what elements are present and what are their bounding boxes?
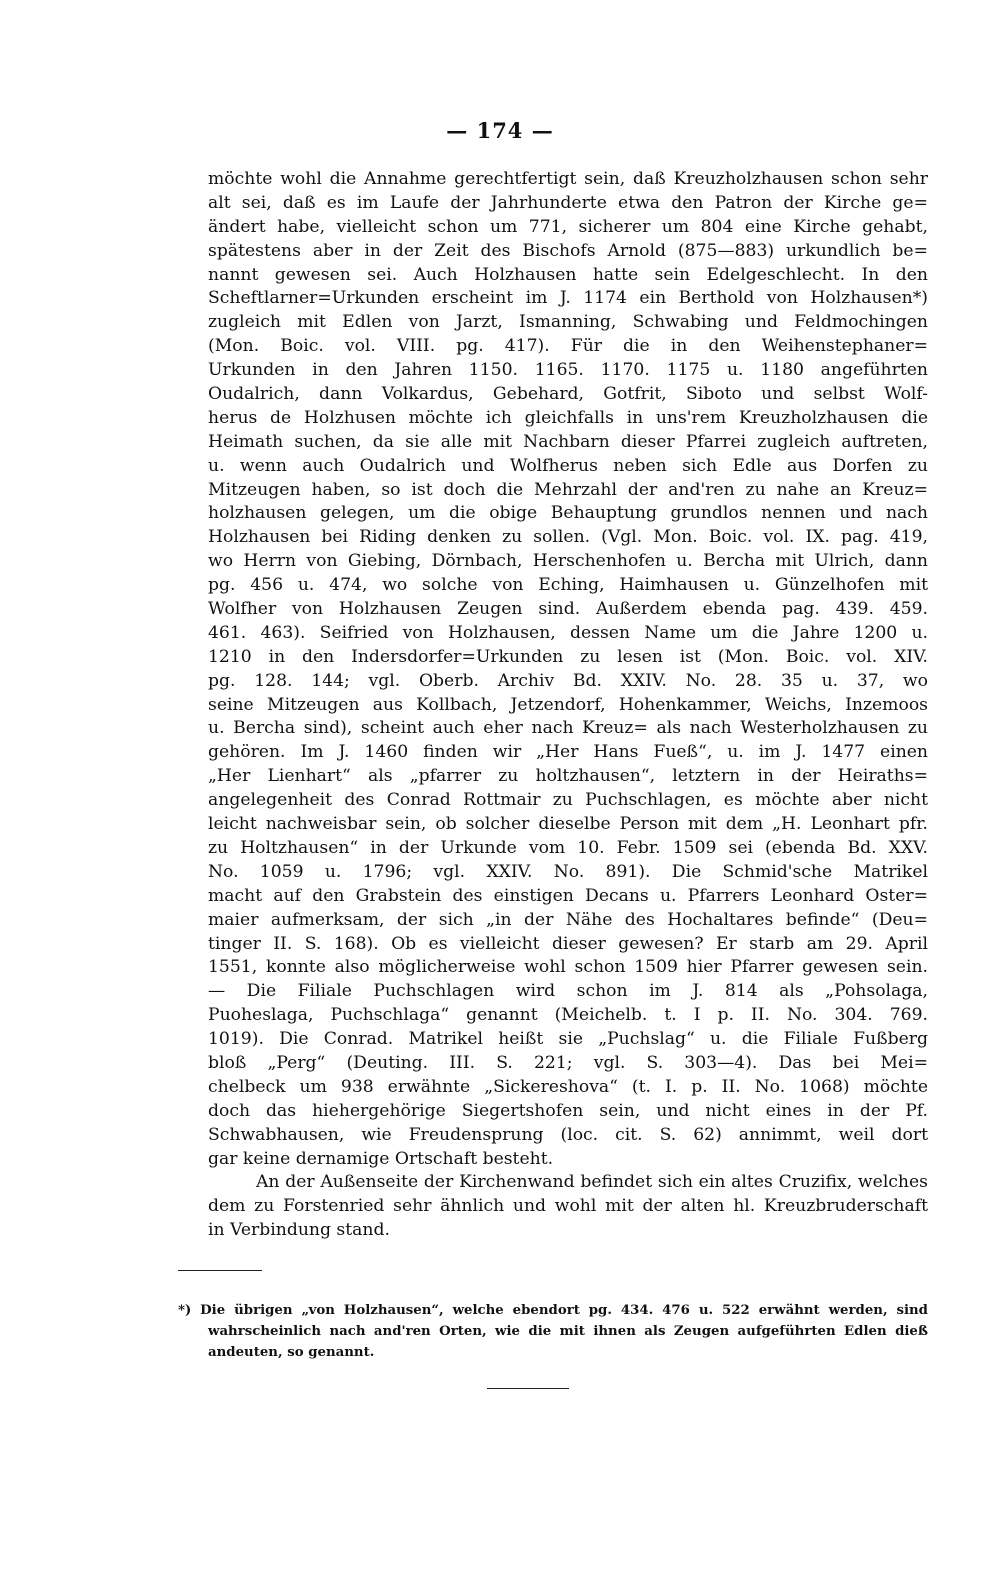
text-line: Oudalrich, dann Volkardus, Gebehard, Gotfrit, Siboto und selbst Wolf- <box>208 384 928 405</box>
text-line: angelegenheit des Conrad Rottmair zu Puchschlagen, es möchte aber nicht <box>208 790 928 811</box>
text-line: Holzhausen bei Riding denken zu sollen. (Vgl. Mon. Boic. vol. IX. pag. 419, <box>208 527 928 548</box>
text-line: „Her Lienhart“ als „pfarrer zu holtzhausen“, letztern in der Heiraths= <box>208 766 928 787</box>
text-line: u. Bercha sind), scheint auch eher nach Kreuz= als nach Westerholzhausen zu <box>208 718 928 739</box>
footnote-line: andeuten, so genannt. <box>208 1345 375 1360</box>
text-line: pg. 456 u. 474, wo solche von Eching, Haimhausen u. Günzelhofen mit <box>208 575 928 596</box>
text-line: Heimath suchen, da sie alle mit Nachbarn dieser Pfarrei zugleich auftreten, <box>208 431 928 452</box>
text-line: in Verbindung stand. <box>208 1220 390 1241</box>
text-line: 1551, konnte also möglicherweise wohl schon 1509 hier Pfarrer gewesen sein. <box>208 957 928 978</box>
text-line: doch das hiehergehörige Siegertshofen sein, und nicht eines in der Pf. <box>208 1100 928 1121</box>
text-line: wo Herrn von Giebing, Dörnbach, Herschenhofen u. Bercha mit Ulrich, dann <box>208 551 928 572</box>
text-line: ändert habe, vielleicht schon um 771, sicherer um 804 eine Kirche gehabt, <box>208 216 928 237</box>
text-line: 1019). Die Conrad. Matrikel heißt sie „Puchslag“ u. die Filiale Fußberg <box>208 1029 928 1050</box>
text-line: gehören. Im J. 1460 finden wir „Her Hans Fueß“, u. im J. 1477 einen <box>208 742 928 763</box>
text-line: herus de Holzhusen möchte ich gleichfalls in uns'rem Kreuzholzhausen die <box>208 407 928 428</box>
text-line: 461. 463). Seifried von Holzhausen, dessen Name um die Jahre 1200 u. <box>208 622 928 643</box>
page-number: — 174 — <box>446 118 554 143</box>
text-line: gar keine dernamige Ortschaft besteht. <box>208 1148 554 1169</box>
text-line: zu Holtzhausen“ in der Urkunde vom 10. Febr. 1509 sei (ebenda Bd. XXV. <box>208 837 928 858</box>
text-line: macht auf den Grabstein des einstigen Decans u. Pfarrers Leonhard Oster= <box>208 885 928 906</box>
text-line: chelbeck um 938 erwähnte „Sickereshova“ (t. I. p. II. No. 1068) möchte <box>208 1076 928 1097</box>
text-line: holzhausen gelegen, um die obige Behauptung grundlos nennen und nach <box>208 503 928 524</box>
text-line: Scheftlarner=Urkunden erscheint im J. 1174 ein Berthold von Holzhausen*) <box>208 288 928 309</box>
text-line: bloß „Perg“ (Deuting. III. S. 221; vgl. S. 303—4). Das bei Mei= <box>208 1052 928 1073</box>
text-line: zugleich mit Edlen von Jarzt, Ismanning, Schwabing und Feldmochingen <box>208 312 928 333</box>
text-line: An der Außenseite der Kirchenwand befindet sich ein altes Cruzifix, welches <box>256 1172 928 1193</box>
text-line: seine Mitzeugen aus Kollbach, Jetzendorf, Hohenkammer, Weichs, Inzemoos <box>208 694 928 715</box>
footnote-line: wahrscheinlich nach and'ren Orten, wie die mit ihnen als Zeugen aufgeführten Edlen dieß <box>208 1324 928 1339</box>
footnote-marker: *) <box>178 1303 192 1318</box>
text-line: No. 1059 u. 1796; vgl. XXIV. No. 891). Die Schmid'sche Matrikel <box>208 861 928 882</box>
text-line: möchte wohl die Annahme gerechtfertigt sein, daß Kreuzholzhausen schon sehr <box>208 169 928 189</box>
text-line: u. wenn auch Oudalrich und Wolfherus neben sich Edle aus Dorfen zu <box>208 455 928 476</box>
text-line: leicht nachweisbar sein, ob solcher dieselbe Person mit dem „H. Leonhart pfr. <box>208 814 928 835</box>
footnote-line <box>178 1300 928 1321</box>
text-line: 1210 in den Indersdorfer=Urkunden zu lesen ist (Mon. Boic. vol. XIV. <box>208 646 928 667</box>
end-divider <box>487 1388 569 1389</box>
footnote-divider <box>178 1270 262 1271</box>
text-line: pg. 128. 144; vgl. Oberb. Archiv Bd. XXIV. No. 28. 35 u. 37, wo <box>208 670 928 691</box>
text-line: alt sei, daß es im Laufe der Jahrhunderte etwa den Patron der Kirche ge= <box>208 192 928 213</box>
footnote-text: Die übrigen „von Holzhausen“, welche ebendort pg. 434. 476 u. 522 erwähnt werden, sind <box>200 1303 928 1318</box>
text-line: (Mon. Boic. vol. VIII. pg. 417). Für die in den Weihenstephaner= <box>208 336 928 357</box>
text-line: Wolfher von Holzhausen Zeugen sind. Außerdem ebenda pag. 439. 459. <box>208 599 928 620</box>
text-line: Schwabhausen, wie Freudensprung (loc. cit. S. 62) annimmt, weil dort <box>208 1124 928 1145</box>
text-line: Mitzeugen haben, so ist doch die Mehrzahl der and'ren zu nahe an Kreuz= <box>208 479 928 500</box>
text-line: tinger II. S. 168). Ob es vielleicht dieser gewesen? Er starb am 29. April <box>208 933 928 954</box>
text-line: dem zu Forstenried sehr ähnlich und wohl mit der alten hl. Kreuzbruderschaft <box>208 1196 928 1217</box>
text-line: — Die Filiale Puchschlagen wird schon im J. 814 als „Pohsolaga, <box>208 981 928 1002</box>
text-line: maier aufmerksam, der sich „in der Nähe des Hochaltares befinde“ (Deu= <box>208 909 928 930</box>
text-line: nannt gewesen sei. Auch Holzhausen hatte sein Edelgeschlecht. In den <box>208 264 928 285</box>
footnote-block <box>178 1300 928 1363</box>
main-text <box>208 168 928 1243</box>
text-line: Puoheslaga, Puchschlaga“ genannt (Meichelb. t. I p. II. No. 304. 769. <box>208 1005 928 1026</box>
text-line: Urkunden in den Jahren 1150. 1165. 1170. 1175 u. 1180 angeführten <box>208 360 928 381</box>
text-line: spätestens aber in der Zeit des Bischofs Arnold (875—883) urkundlich be= <box>208 240 928 261</box>
